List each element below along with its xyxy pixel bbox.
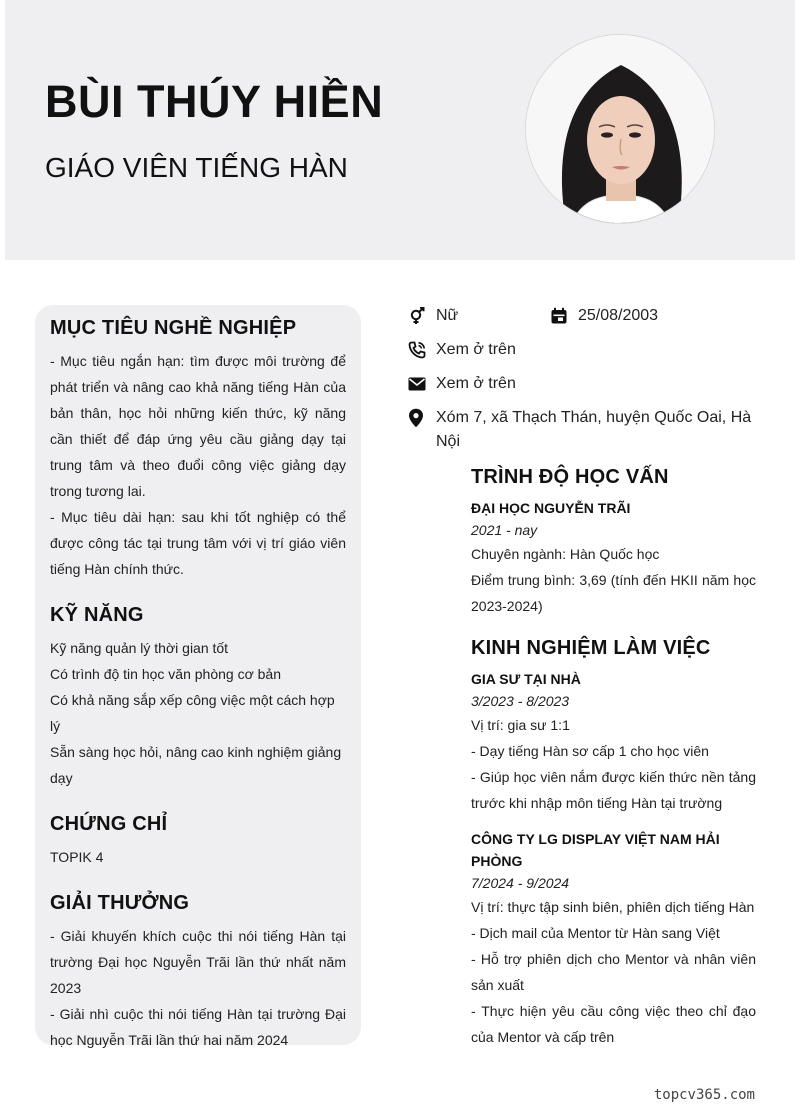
education-major: Chuyên ngành: Hàn Quốc học — [471, 546, 660, 562]
contact-info — [408, 304, 768, 464]
calendar-icon — [550, 304, 570, 328]
skills-list — [50, 635, 346, 791]
job-line: - Dạy tiếng Hàn sơ cấp 1 cho học viên — [471, 743, 709, 759]
avatar — [525, 34, 715, 224]
job-org: CÔNG TY LG DISPLAY VIỆT NAM HẢI PHÒNG — [471, 831, 720, 869]
skills-heading: KỸ NĂNG — [50, 604, 144, 626]
job-title: GIÁO VIÊN TIẾNG HÀN — [45, 152, 348, 183]
portrait-photo — [526, 35, 715, 224]
education-heading: TRÌNH ĐỘ HỌC VẤN — [471, 466, 669, 488]
watermark: topcv365.com — [653, 1087, 755, 1103]
job-entry — [471, 828, 756, 1050]
gender-value: Nữ — [436, 307, 459, 324]
birthday-value: 25/08/2003 — [578, 307, 659, 324]
skill-item: Kỹ năng quản lý thời gian tốt — [50, 640, 229, 656]
objective-long-term: - Mục tiêu dài hạn: sau khi tốt nghiệp có thể được công tác tại trung tâm với vị trí giáo viên tiếng Hàn chính thức. — [50, 509, 346, 577]
address-value: Xóm 7, xã Thạch Thán, huyện Quốc Oai, Hà Nội — [436, 409, 752, 450]
job-line: - Hỗ trợ phiên dịch cho Mentor và nhân viên sản xuất — [471, 951, 756, 993]
award-item: - Giải nhì cuộc thi nói tiếng Hàn tại trường Đại học Nguyễn Trãi lần thứ hai năm 2024 — [50, 1006, 346, 1048]
gender-birthday-row — [408, 304, 768, 328]
job-line: - Thực hiện yêu cầu công việc theo chỉ đạo của Mentor và cấp trên — [471, 1003, 756, 1045]
job-line: - Dịch mail của Mentor từ Hàn sang Việt — [471, 925, 720, 941]
skill-item: Sẵn sàng học hỏi, nâng cao kinh nghiệm giảng dạy — [50, 744, 342, 786]
gender-icon — [408, 304, 428, 328]
objective-heading: MỤC TIÊU NGHỀ NGHIỆP — [50, 317, 297, 339]
job-period: 7/2024 - 9/2024 — [471, 875, 570, 891]
job-line: - Giúp học viên nắm được kiến thức nền tảng trước khi nhập môn tiếng Hàn tại trường — [471, 769, 756, 811]
email-value: Xem ở trên — [436, 375, 516, 392]
certificates-list — [50, 844, 346, 870]
email-row — [408, 372, 768, 396]
header-banner — [5, 0, 795, 260]
job-line: Vị trí: thực tập sinh biên, phiên dịch tiếng Hàn — [471, 899, 755, 915]
job-entry — [471, 668, 756, 816]
awards-heading: GIẢI THƯỞNG — [50, 892, 190, 914]
location-icon — [408, 406, 428, 430]
experience-heading: KINH NGHIỆM LÀM VIỆC — [471, 637, 711, 659]
objective-short-term: - Mục tiêu ngắn hạn: tìm được môi trường để phát triển và nâng cao khả năng tiếng Hàn của bản thân, học hỏi những kiến thức, kỹ năng cần thiết để đáp ứng yêu cầu giảng dạy tại trung tâm và theo đuổi công việc giảng dạy trong tương lai. — [50, 353, 346, 499]
job-org: GIA SƯ TẠI NHÀ — [471, 671, 581, 687]
right-column — [471, 466, 756, 1050]
award-item: - Giải khuyến khích cuộc thi nói tiếng Hàn tại trường Đại học Nguyễn Trãi lần thứ nhất năm 2023 — [50, 928, 346, 996]
education-period: 2021 - nay — [471, 522, 538, 538]
education-gpa: Điểm trung bình: 3,69 (tính đến HKII năm học 2023-2024) — [471, 572, 756, 614]
skill-item: Có khả năng sắp xếp công việc một cách hợp lý — [50, 692, 335, 734]
certificates-heading: CHỨNG CHỈ — [50, 813, 168, 835]
email-icon — [408, 372, 428, 396]
candidate-name: BÙI THÚY HIỀN — [45, 76, 384, 127]
left-sidebar-card — [35, 305, 361, 1048]
certificate-item: TOPIK 4 — [50, 849, 104, 865]
address-row — [408, 406, 768, 454]
job-line: Vị trí: gia sư 1:1 — [471, 717, 570, 733]
phone-value: Xem ở trên — [436, 341, 516, 358]
education-school: ĐẠI HỌC NGUYỄN TRÃI — [471, 500, 631, 516]
job-period: 3/2023 - 8/2023 — [471, 693, 570, 709]
skill-item: Có trình độ tin học văn phòng cơ bản — [50, 666, 281, 682]
phone-icon — [408, 338, 428, 362]
phone-row — [408, 338, 768, 362]
